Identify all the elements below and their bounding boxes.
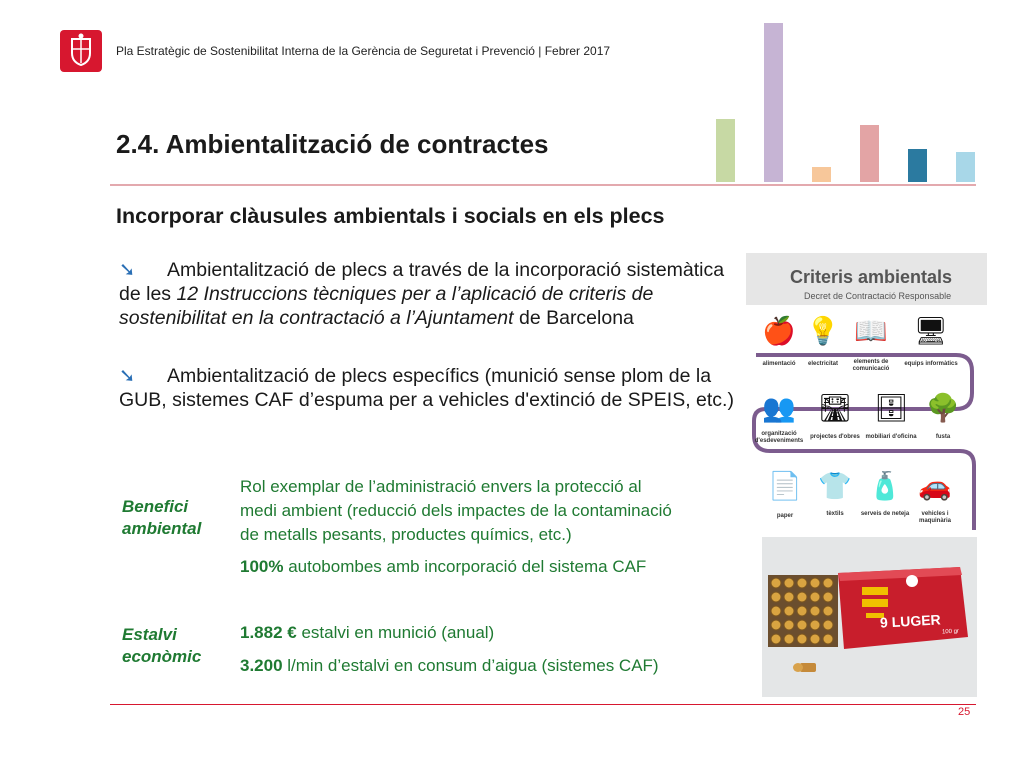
criteris-subtitle: Decret de Contractació Responsable [804,291,952,301]
criteri-label: tèxtils [826,511,844,517]
benefici-stat-text: autobombes amb incorporació del sistema CAF [283,557,647,576]
page-number: 25 [958,706,971,718]
desk-icon: 🗄 [873,393,909,423]
bullet-tail: de Barcelona [513,307,634,329]
tree-icon: 🌳 [926,393,960,423]
ammunition-photo [762,537,977,697]
criteri-label: alimentació [762,361,796,367]
shield-icon [60,30,102,72]
divider [110,184,976,186]
spray-icon: 🧴 [868,471,902,501]
criteri-label: fusta [935,434,951,440]
deco-bar [956,152,975,182]
benefici-label [122,496,232,540]
criteri-label: electricitat [807,361,838,367]
slide-subtitle: Incorporar clàusules ambientals i socials en els plecs [116,204,665,228]
estalvi-label-line: Estalvi [122,625,177,644]
benefici-stat-value: 100% [240,557,284,576]
estalvi-label-line: econòmic [122,647,202,666]
estalvi-value: 3.200 [240,656,283,675]
slide-title: 2.4. Ambientalització de contractes [116,129,549,159]
criteri-label: vehicles i maquinària [918,511,951,524]
tshirt-icon: 👕 [818,471,852,501]
benefici-label-line: ambiental [122,519,202,538]
benefici-line: Rol exemplar de l’administració envers la protecció al [240,477,642,496]
ajuntament-logo [60,30,102,72]
bullet-lead: Ambientalització de plecs a través de la incorporació sistemàtica de les [119,259,725,305]
benefici-stat [240,555,752,579]
criteri-label: serveis de neteja [860,511,910,517]
estalvi-text: l/min d’estalvi en consum d’aigua (sistemes CAF) [282,656,659,675]
box-small-label: 100 gr [941,628,960,636]
benefici-line: de metalls pesants, productes químics, etc.) [240,525,572,544]
benefici-line: medi ambient (reducció dels impactes de la contaminació [240,501,672,520]
criteris-ambientals-image [746,253,987,530]
book-icon: 📖 [854,316,888,346]
bullet-item [119,258,739,330]
estalvi-item [240,654,752,678]
bullet-lead: Ambientalització de plecs específics (munició sense plom de la GUB, sistemes CAF d’espuma per a vehicles d'extinció de SPEIS, etc.) [119,365,734,411]
criteri-label: equips informàtics [904,361,958,367]
criteri-label: elements de comunicació [852,359,890,372]
people-icon: 👥 [762,393,796,423]
ammo-box-illustration [762,537,977,697]
arrow-icon: ➘ [119,365,136,387]
deco-bar [716,119,735,182]
deco-bar [908,149,927,182]
criteri-label: paper [776,513,794,519]
benefici-text [240,475,752,547]
decorative-bars [710,20,980,182]
estalvi-text: estalvi en munició (anual) [296,623,495,642]
criteri-label: mobiliari d'oficina [865,434,917,440]
apple-icon: 🍎 [762,316,796,346]
bullet-item [119,364,739,412]
bullet-italic: 12 Instruccions tècniques per a l’aplicació de criteris de sostenibilitat en la contractació a l’Ajuntament [119,283,654,329]
deco-bar [812,167,831,182]
computer-icon: 🖥 [913,316,949,346]
car-icon: 🚗 [918,471,952,501]
paper-icon: 📄 [768,471,802,501]
deco-bar [860,125,879,182]
criteri-label: projectes d'obres [810,434,860,440]
criteris-header [746,253,987,305]
estalvi-item [240,621,752,645]
deco-bar [764,23,783,182]
estalvi-label [122,624,232,668]
arrow-icon: ➘ [119,259,136,281]
footer-divider [110,704,976,705]
criteri-label: organització d'esdeveniments [754,431,804,444]
benefici-label-line: Benefici [122,497,189,516]
box-label: 9 LUGER [879,611,942,631]
lightbulb-icon: 💡 [806,316,840,346]
road-icon: 🛣 [817,393,853,423]
header-text: Pla Estratègic de Sostenibilitat Interna de la Gerència de Seguretat i Prevenció | Febrer 2017 [116,44,611,58]
estalvi-value: 1.882 € [240,623,297,642]
criteris-title: Criteris ambientals [790,267,953,287]
